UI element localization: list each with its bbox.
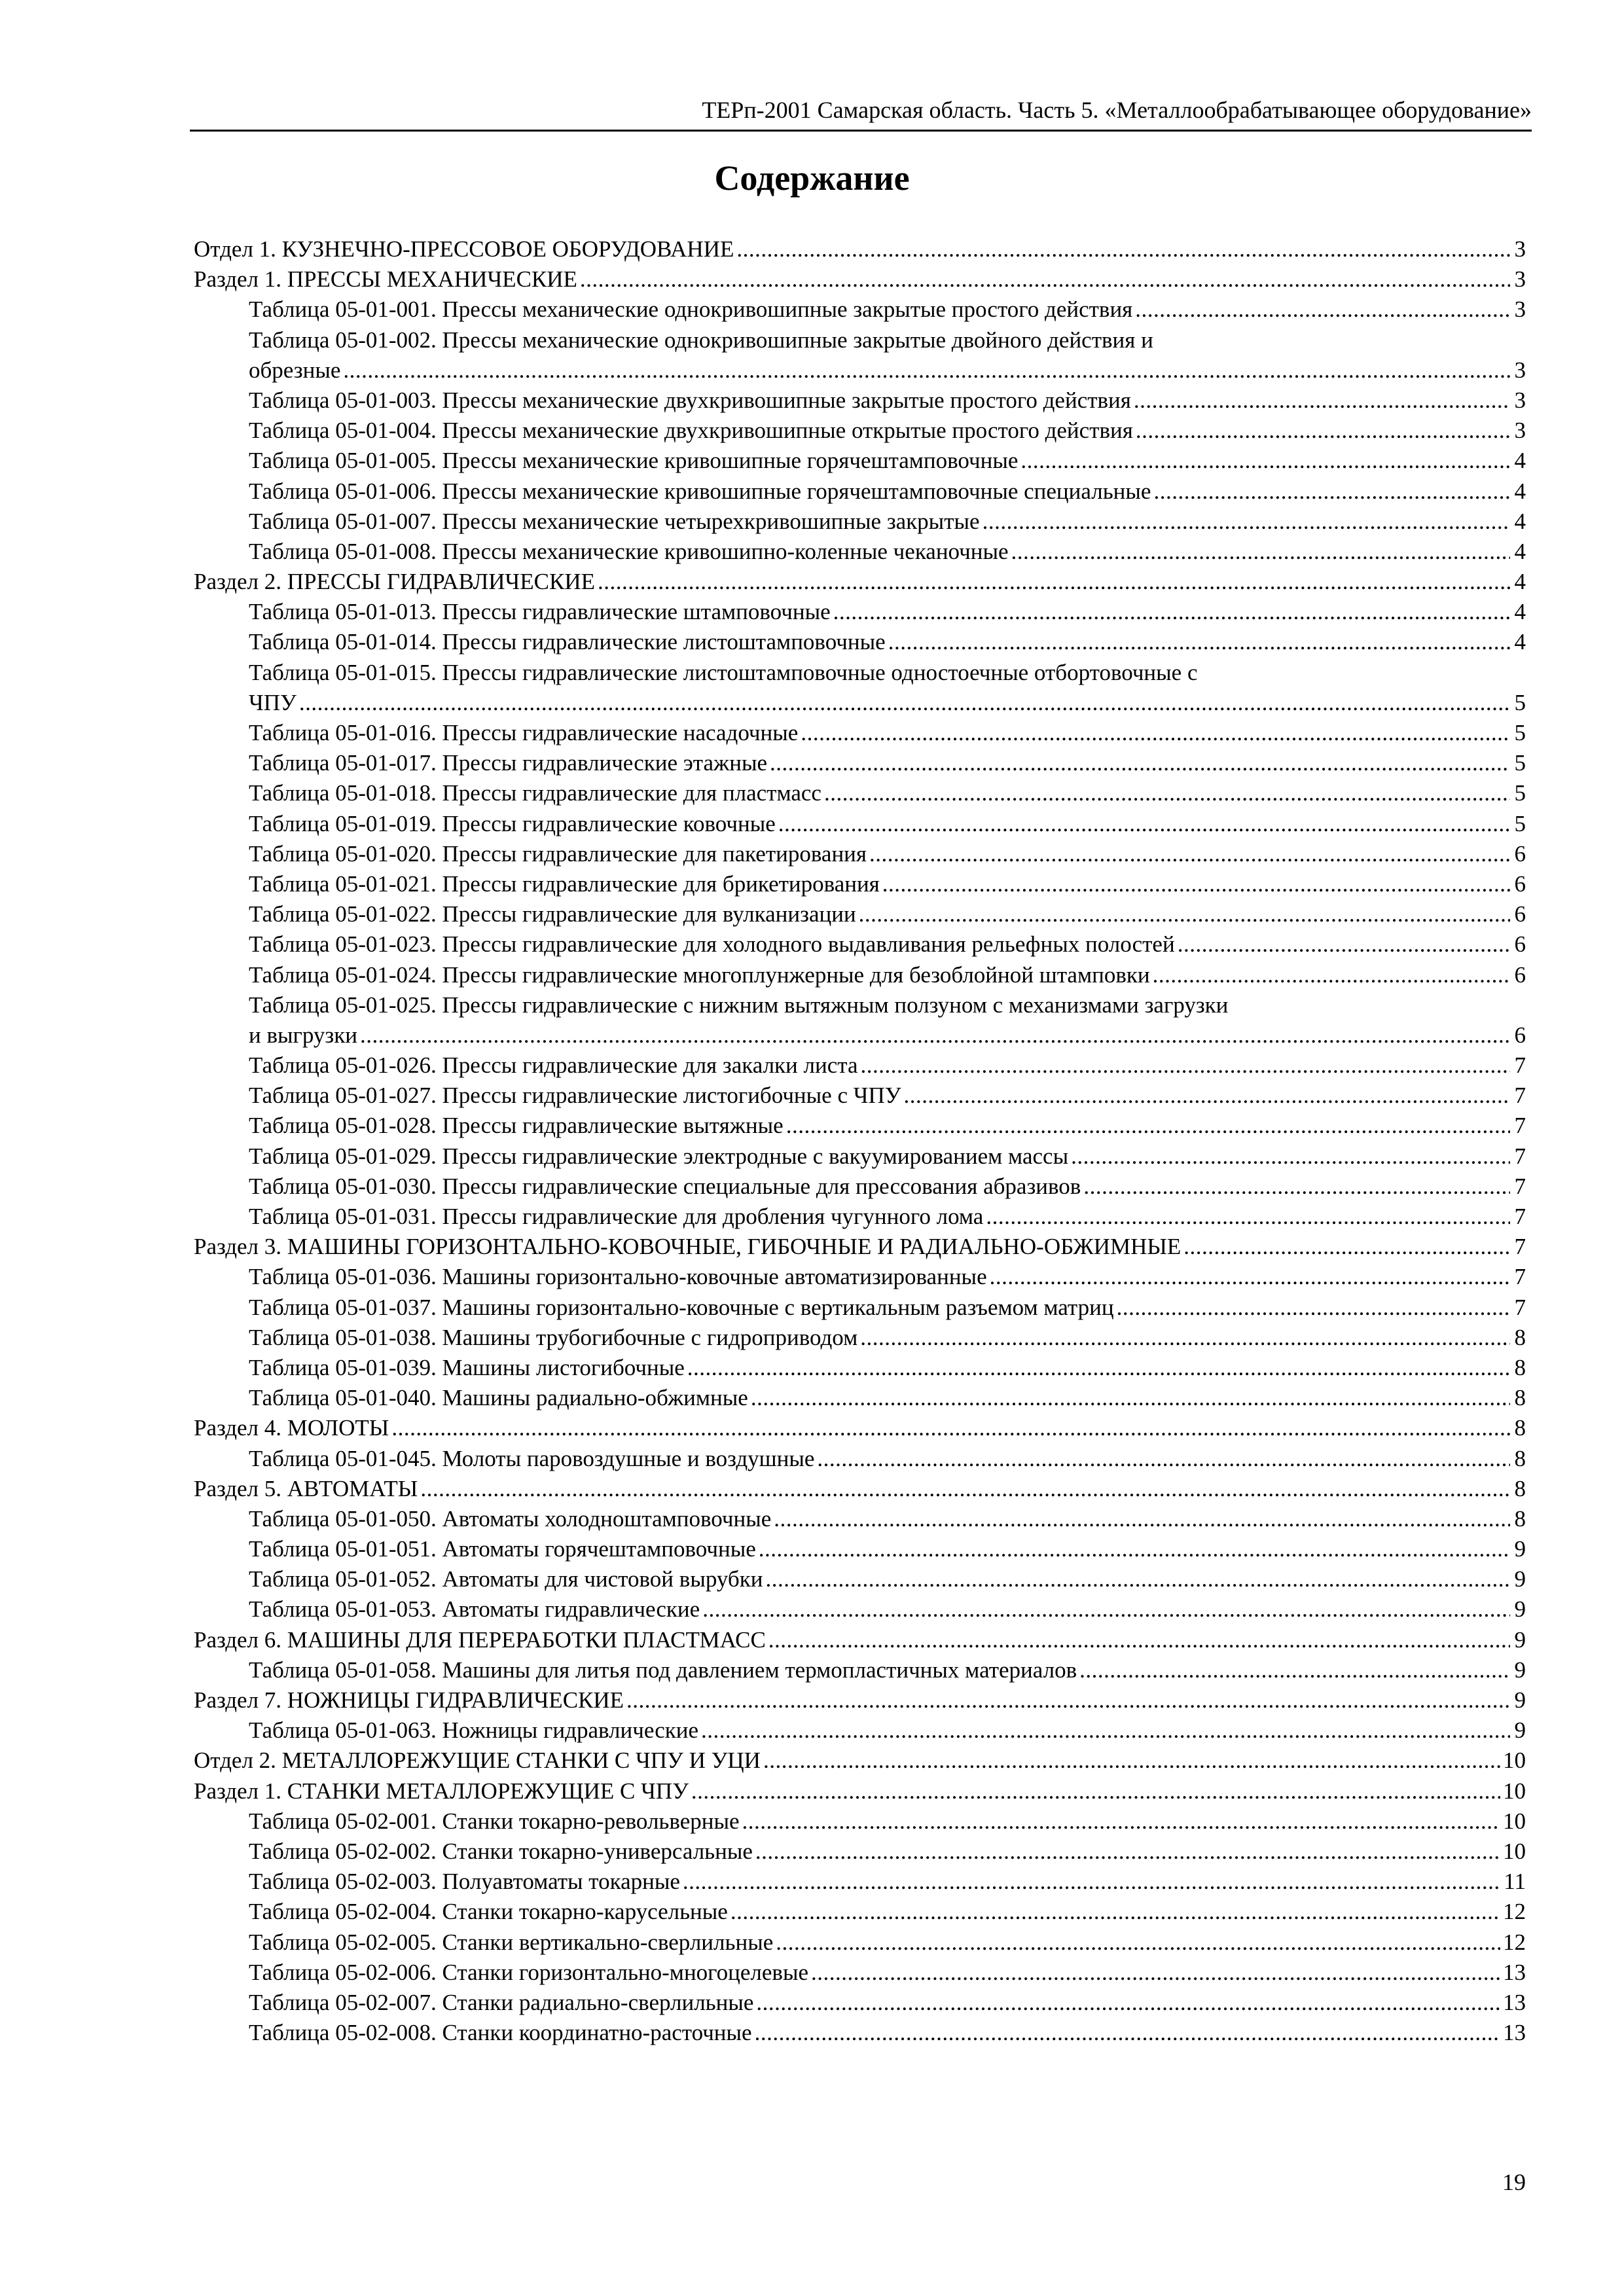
toc-page-ref: 7	[1514, 1052, 1526, 1079]
toc-entry-title: Отдел 1. КУЗНЕЧНО-ПРЕССОВОЕ ОБОРУДОВАНИЕ	[194, 236, 734, 262]
toc-table-entry[interactable]	[194, 839, 1526, 869]
toc-page-ref: 9	[1514, 1626, 1526, 1653]
dot-leader	[598, 567, 1510, 597]
dot-leader	[691, 1776, 1500, 1806]
toc-page-ref: 10	[1503, 1748, 1526, 1774]
dot-leader	[343, 355, 1510, 386]
toc-table-entry[interactable]	[194, 446, 1526, 476]
toc-section-entry[interactable]	[194, 1232, 1526, 1262]
toc-table-entry[interactable]	[194, 1655, 1526, 1685]
toc-page-ref: 8	[1514, 1445, 1526, 1471]
toc-entry-title-line1: Таблица 05-01-015. Прессы гидравлические листоштамповочные одностоечные отбортовочные с	[249, 659, 1198, 685]
toc-page-ref: 6	[1514, 931, 1526, 958]
toc-page-ref: 13	[1503, 2020, 1526, 2046]
toc-entry-title: Таблица 05-01-005. Прессы механические кривошипные горячештамповочные	[249, 448, 1019, 474]
toc-entry-title: Таблица 05-01-008. Прессы механические кривошипно-коленные чеканочные	[249, 538, 1009, 564]
dot-leader	[1083, 1172, 1510, 1202]
toc-entry-title: Таблица 05-02-002. Станки токарно-универсальные	[249, 1838, 753, 1864]
toc-entry-title: Таблица 05-01-037. Машины горизонтально-ковочные с вертикальным разъемом матриц	[249, 1294, 1114, 1320]
toc-table-entry[interactable]	[194, 1806, 1526, 1837]
dot-leader	[765, 1564, 1510, 1594]
toc-table-entry[interactable]	[194, 1444, 1526, 1474]
toc-page-ref: 7	[1514, 1204, 1526, 1230]
toc-entry-title: Таблица 05-01-036. Машины горизонтально-ковочные автоматизированные	[249, 1264, 987, 1290]
toc-table-entry[interactable]	[194, 1564, 1526, 1594]
toc-entry-title: Таблица 05-01-031. Прессы гидравлические для дробления чугунного лома	[249, 1204, 984, 1230]
toc-page-ref: 6	[1514, 961, 1526, 988]
dot-leader	[420, 1474, 1510, 1504]
dot-leader	[1178, 929, 1510, 960]
dot-leader	[869, 839, 1510, 869]
toc-entry-title: Раздел 1. СТАНКИ МЕТАЛЛОРЕЖУЩИЕ С ЧПУ	[194, 1778, 689, 1804]
dot-leader	[859, 899, 1510, 929]
toc-entry-title-line1: Таблица 05-01-025. Прессы гидравлические с нижним вытяжным ползуном с механизмами загрузки	[249, 992, 1229, 1018]
toc-table-entry[interactable]	[194, 1988, 1526, 2018]
toc-entry-title: обрезные	[249, 357, 341, 383]
toc-table-entry[interactable]	[194, 1958, 1526, 1988]
toc-entry-title: Таблица 05-01-020. Прессы гидравлические для пакетирования	[249, 840, 867, 867]
toc-entry-title: Таблица 05-02-005. Станки вертикально-сверлильные	[249, 1929, 774, 1955]
toc-table-entry[interactable]	[194, 295, 1526, 325]
toc-entry-title: Таблица 05-01-038. Машины трубогибочные с гидроприводом	[249, 1324, 858, 1350]
toc-page-ref: 3	[1514, 357, 1526, 383]
toc-table-entry[interactable]	[194, 899, 1526, 929]
toc-section-entry[interactable]	[194, 1685, 1526, 1715]
dot-leader	[882, 869, 1510, 899]
toc-table-entry[interactable]	[194, 809, 1526, 839]
toc-entry-title: Таблица 05-01-040. Машины радиально-обжимные	[249, 1385, 748, 1411]
table-of-contents	[194, 234, 1526, 2048]
dot-leader	[904, 1081, 1510, 1111]
toc-table-entry[interactable]	[194, 1383, 1526, 1413]
dot-leader	[824, 778, 1510, 808]
toc-entry-title: Таблица 05-01-052. Автоматы для чистовой вырубки	[249, 1566, 763, 1592]
dot-leader	[776, 1928, 1500, 1958]
toc-table-entry[interactable]	[194, 718, 1526, 748]
toc-page-ref: 6	[1514, 870, 1526, 897]
toc-page-ref: 4	[1514, 538, 1526, 564]
toc-page-ref: 4	[1514, 448, 1526, 474]
toc-table-entry[interactable]	[194, 1867, 1526, 1897]
page-title: Содержание	[714, 158, 910, 198]
toc-table-entry[interactable]	[194, 1837, 1526, 1867]
toc-entry-title: Таблица 05-01-027. Прессы гидравлические листогибочные с ЧПУ	[249, 1083, 901, 1109]
dot-leader	[756, 1988, 1500, 2018]
toc-page-ref: 6	[1514, 901, 1526, 927]
toc-table-entry[interactable]	[194, 386, 1526, 416]
toc-table-entry[interactable]	[194, 1504, 1526, 1534]
dot-leader	[786, 1111, 1510, 1141]
toc-table-entry[interactable]	[194, 1293, 1526, 1323]
dot-leader	[768, 1625, 1510, 1655]
dot-leader	[701, 1715, 1510, 1746]
dot-leader	[1135, 295, 1510, 325]
dot-leader	[391, 1413, 1510, 1443]
toc-page-ref: 3	[1514, 387, 1526, 413]
toc-table-entry[interactable]	[194, 1897, 1526, 1927]
toc-entry-title: Таблица 05-01-045. Молоты паровоздушные и воздушные	[249, 1445, 815, 1471]
dot-leader	[731, 1897, 1500, 1927]
dot-leader	[770, 748, 1510, 778]
toc-page-ref: 5	[1514, 750, 1526, 776]
toc-entry-title: Таблица 05-01-063. Ножницы гидравлические	[249, 1717, 699, 1744]
toc-page-ref: 3	[1514, 418, 1526, 444]
dot-leader	[751, 1383, 1510, 1413]
toc-entry-title: ЧПУ	[249, 689, 297, 715]
dot-leader	[687, 1353, 1510, 1383]
toc-entry-title: Таблица 05-01-039. Машины листогибочные	[249, 1354, 685, 1380]
toc-page-ref: 4	[1514, 629, 1526, 655]
toc-table-entry[interactable]	[194, 1353, 1526, 1383]
toc-section-entry[interactable]	[194, 567, 1526, 597]
toc-section-entry[interactable]	[194, 1474, 1526, 1504]
toc-entry-title: Раздел 2. ПРЕССЫ ГИДРАВЛИЧЕСКИЕ	[194, 569, 595, 595]
dot-leader	[742, 1806, 1500, 1837]
toc-table-entry[interactable]	[194, 869, 1526, 899]
toc-page-ref: 7	[1514, 1173, 1526, 1199]
toc-page-ref: 13	[1503, 1959, 1526, 1985]
toc-section-entry[interactable]	[194, 1625, 1526, 1655]
toc-entry-title: Таблица 05-01-051. Автоматы горячештамповочные	[249, 1536, 756, 1562]
toc-entry-title: Таблица 05-01-013. Прессы гидравлические штамповочные	[249, 599, 831, 625]
toc-entry-title: Таблица 05-01-019. Прессы гидравлические ковочные	[249, 810, 776, 836]
dot-leader	[1183, 1232, 1510, 1262]
dot-leader	[702, 1594, 1510, 1624]
toc-page-ref: 6	[1514, 1022, 1526, 1048]
dot-leader	[755, 1837, 1500, 1867]
toc-entry-title: Таблица 05-01-024. Прессы гидравлические многоплунжерные для безоблойной штамповки	[249, 961, 1150, 988]
toc-entry-title: Таблица 05-01-007. Прессы механические четырехкривошипные закрытые	[249, 508, 980, 534]
toc-table-entry[interactable]	[194, 476, 1526, 507]
dot-leader	[683, 1867, 1501, 1897]
toc-table-entry[interactable]	[194, 1594, 1526, 1624]
toc-section-entry[interactable]	[194, 1776, 1526, 1806]
toc-page-ref: 7	[1514, 1264, 1526, 1290]
toc-entry-title: и выгрузки	[249, 1022, 357, 1048]
toc-page-ref: 3	[1514, 236, 1526, 262]
toc-entry-title: Таблица 05-01-022. Прессы гидравлические для вулканизации	[249, 901, 856, 927]
toc-table-entry[interactable]	[194, 627, 1526, 657]
dot-leader	[1117, 1293, 1510, 1323]
dot-leader	[817, 1444, 1510, 1474]
toc-entry-title: Отдел 2. МЕТАЛЛОРЕЖУЩИЕ СТАНКИ С ЧПУ И УЦИ	[194, 1748, 761, 1774]
toc-page-ref: 4	[1514, 569, 1526, 595]
toc-table-entry[interactable]	[194, 507, 1526, 537]
dot-leader	[774, 1504, 1510, 1534]
dot-leader	[360, 1020, 1510, 1050]
toc-entry-title: Таблица 05-01-028. Прессы гидравлические вытяжные	[249, 1113, 784, 1139]
toc-page-ref: 8	[1514, 1415, 1526, 1441]
toc-table-entry[interactable]	[194, 2018, 1526, 2048]
toc-table-entry[interactable]	[194, 658, 1526, 718]
toc-entry-title: Таблица 05-01-058. Машины для литья под давлением термопластичных материалов	[249, 1657, 1077, 1683]
toc-page-ref: 8	[1514, 1505, 1526, 1532]
toc-entry-title: Раздел 3. МАШИНЫ ГОРИЗОНТАЛЬНО-КОВОЧНЫЕ, ГИБОЧНЫЕ И РАДИАЛЬНО-ОБЖИМНЫЕ	[194, 1234, 1182, 1260]
toc-page-ref: 7	[1514, 1294, 1526, 1320]
toc-table-entry[interactable]	[194, 1323, 1526, 1353]
toc-table-entry[interactable]	[194, 748, 1526, 778]
header-rule	[190, 130, 1532, 132]
dot-leader	[983, 507, 1510, 537]
toc-entry-title: Таблица 05-01-023. Прессы гидравлические для холодного выдавливания рельефных полостей	[249, 931, 1175, 958]
toc-table-entry[interactable]	[194, 537, 1526, 567]
dot-leader	[861, 1050, 1510, 1081]
toc-page-ref: 7	[1514, 1234, 1526, 1260]
toc-table-entry[interactable]	[194, 1081, 1526, 1111]
toc-entry-title: Раздел 6. МАШИНЫ ДЛЯ ПЕРЕРАБОТКИ ПЛАСТМАСС	[194, 1626, 766, 1653]
toc-table-entry[interactable]	[194, 1928, 1526, 1958]
toc-entry-title: Таблица 05-02-008. Станки координатно-расточные	[249, 2020, 752, 2046]
toc-entry-title: Таблица 05-01-053. Автоматы гидравлические	[249, 1596, 700, 1623]
toc-entry-title: Таблица 05-01-021. Прессы гидравлические для брикетирования	[249, 870, 880, 897]
toc-section-entry[interactable]	[194, 1746, 1526, 1776]
toc-page-ref: 8	[1514, 1324, 1526, 1350]
dot-leader	[1153, 960, 1510, 990]
toc-entry-title-line1: Таблица 05-01-002. Прессы механические однокривошипные закрытые двойного действия и	[249, 327, 1153, 353]
toc-page-ref: 13	[1503, 1989, 1526, 2015]
toc-page-ref: 9	[1514, 1687, 1526, 1713]
toc-page-ref: 3	[1514, 296, 1526, 323]
dot-leader	[1079, 1655, 1510, 1685]
toc-page-ref: 7	[1514, 1113, 1526, 1139]
toc-entry-title: Таблица 05-01-030. Прессы гидравлические специальные для прессования абразивов	[249, 1173, 1081, 1199]
toc-table-entry[interactable]	[194, 1172, 1526, 1202]
toc-page-ref: 5	[1514, 689, 1526, 715]
toc-table-entry[interactable]	[194, 1202, 1526, 1232]
toc-entry-title: Таблица 05-01-017. Прессы гидравлические этажные	[249, 750, 768, 776]
toc-table-entry[interactable]	[194, 597, 1526, 627]
toc-table-entry[interactable]	[194, 1050, 1526, 1081]
toc-page-ref: 8	[1514, 1385, 1526, 1411]
toc-entry-title: Раздел 4. МОЛОТЫ	[194, 1415, 389, 1441]
toc-page-ref: 9	[1514, 1657, 1526, 1683]
toc-entry-title: Таблица 05-01-018. Прессы гидравлические для пластмасс	[249, 780, 821, 806]
toc-page-ref: 11	[1504, 1869, 1526, 1895]
toc-entry-title: Таблица 05-02-001. Станки токарно-револьверные	[249, 1808, 740, 1834]
dot-leader	[1020, 446, 1510, 476]
toc-page-ref: 5	[1514, 720, 1526, 746]
toc-table-entry[interactable]	[194, 960, 1526, 990]
toc-table-entry[interactable]	[194, 990, 1526, 1050]
toc-entry-title: Таблица 05-01-016. Прессы гидравлические насадочные	[249, 720, 799, 746]
toc-table-entry[interactable]	[194, 416, 1526, 446]
toc-entry-title: Раздел 1. ПРЕССЫ МЕХАНИЧЕСКИЕ	[194, 266, 577, 293]
dot-leader	[1153, 476, 1510, 507]
dot-leader	[1071, 1141, 1510, 1172]
toc-page-ref: 10	[1503, 1778, 1526, 1804]
toc-page-ref: 8	[1514, 1354, 1526, 1380]
toc-table-entry[interactable]	[194, 1534, 1526, 1564]
toc-entry-title: Таблица 05-01-004. Прессы механические двухкривошипные открытые простого действия	[249, 418, 1133, 444]
toc-page-ref: 3	[1514, 266, 1526, 293]
running-header: ТЕРп-2001 Самарская область. Часть 5. «Металлообрабатывающее оборудование»	[702, 97, 1532, 123]
dot-leader	[986, 1202, 1510, 1232]
page-number: 19	[1502, 2169, 1526, 2195]
dot-leader	[580, 264, 1510, 295]
toc-page-ref: 10	[1503, 1838, 1526, 1864]
toc-page-ref: 4	[1514, 599, 1526, 625]
dot-leader	[763, 1746, 1500, 1776]
toc-page-ref: 9	[1514, 1566, 1526, 1592]
toc-entry-title: Таблица 05-01-026. Прессы гидравлические для закалки листа	[249, 1052, 858, 1079]
toc-entry-title: Таблица 05-01-050. Автоматы холодноштамповочные	[249, 1505, 772, 1532]
toc-entry-title: Таблица 05-01-006. Прессы механические кривошипные горячештамповочные специальные	[249, 478, 1151, 504]
dot-leader	[1011, 537, 1510, 567]
toc-section-entry[interactable]	[194, 234, 1526, 264]
toc-table-entry[interactable]	[194, 778, 1526, 808]
dot-leader	[778, 809, 1510, 839]
toc-table-entry[interactable]	[194, 1262, 1526, 1292]
dot-leader	[759, 1534, 1510, 1564]
toc-entry-title: Таблица 05-01-001. Прессы механические однокривошипные закрытые простого действия	[249, 296, 1133, 323]
dot-leader	[299, 688, 1510, 718]
dot-leader	[755, 2018, 1500, 2048]
toc-page-ref: 6	[1514, 840, 1526, 867]
toc-entry-title: Таблица 05-02-007. Станки радиально-сверлильные	[249, 1989, 754, 2015]
toc-page-ref: 12	[1503, 1899, 1526, 1925]
toc-page-ref: 5	[1514, 780, 1526, 806]
toc-page-ref: 7	[1514, 1083, 1526, 1109]
toc-table-entry[interactable]	[194, 325, 1526, 386]
toc-page-ref: 7	[1514, 1143, 1526, 1169]
toc-entry-title: Таблица 05-01-003. Прессы механические двухкривошипные закрытые простого действия	[249, 387, 1131, 413]
toc-table-entry[interactable]	[194, 1141, 1526, 1172]
dot-leader	[626, 1685, 1510, 1715]
toc-entry-title: Таблица 05-01-014. Прессы гидравлические листоштамповочные	[249, 629, 886, 655]
toc-page-ref: 4	[1514, 478, 1526, 504]
toc-page-ref: 9	[1514, 1596, 1526, 1623]
toc-page-ref: 9	[1514, 1536, 1526, 1562]
toc-page-ref: 12	[1503, 1929, 1526, 1955]
dot-leader	[888, 627, 1510, 657]
toc-entry-title: Таблица 05-01-029. Прессы гидравлические электродные с вакуумированием массы	[249, 1143, 1069, 1169]
toc-table-entry[interactable]	[194, 1715, 1526, 1746]
toc-entry-title: Таблица 05-02-003. Полуавтоматы токарные	[249, 1869, 680, 1895]
dot-leader	[860, 1323, 1510, 1353]
dot-leader	[801, 718, 1510, 748]
toc-section-entry[interactable]	[194, 1413, 1526, 1443]
dot-leader	[833, 597, 1510, 627]
dot-leader	[811, 1958, 1500, 1988]
toc-table-entry[interactable]	[194, 1111, 1526, 1141]
toc-page-ref: 4	[1514, 508, 1526, 534]
toc-section-entry[interactable]	[194, 264, 1526, 295]
dot-leader	[990, 1262, 1510, 1292]
toc-entry-title: Раздел 7. НОЖНИЦЫ ГИДРАВЛИЧЕСКИЕ	[194, 1687, 624, 1713]
toc-entry-title: Таблица 05-02-006. Станки горизонтально-многоцелевые	[249, 1959, 809, 1985]
toc-page-ref: 9	[1514, 1717, 1526, 1744]
dot-leader	[1136, 416, 1510, 446]
dot-leader	[1134, 386, 1510, 416]
toc-page-ref: 10	[1503, 1808, 1526, 1834]
toc-table-entry[interactable]	[194, 929, 1526, 960]
dot-leader	[736, 234, 1510, 264]
toc-entry-title: Раздел 5. АВТОМАТЫ	[194, 1475, 418, 1501]
toc-entry-title: Таблица 05-02-004. Станки токарно-карусельные	[249, 1899, 728, 1925]
toc-page-ref: 5	[1514, 810, 1526, 836]
toc-page-ref: 8	[1514, 1475, 1526, 1501]
